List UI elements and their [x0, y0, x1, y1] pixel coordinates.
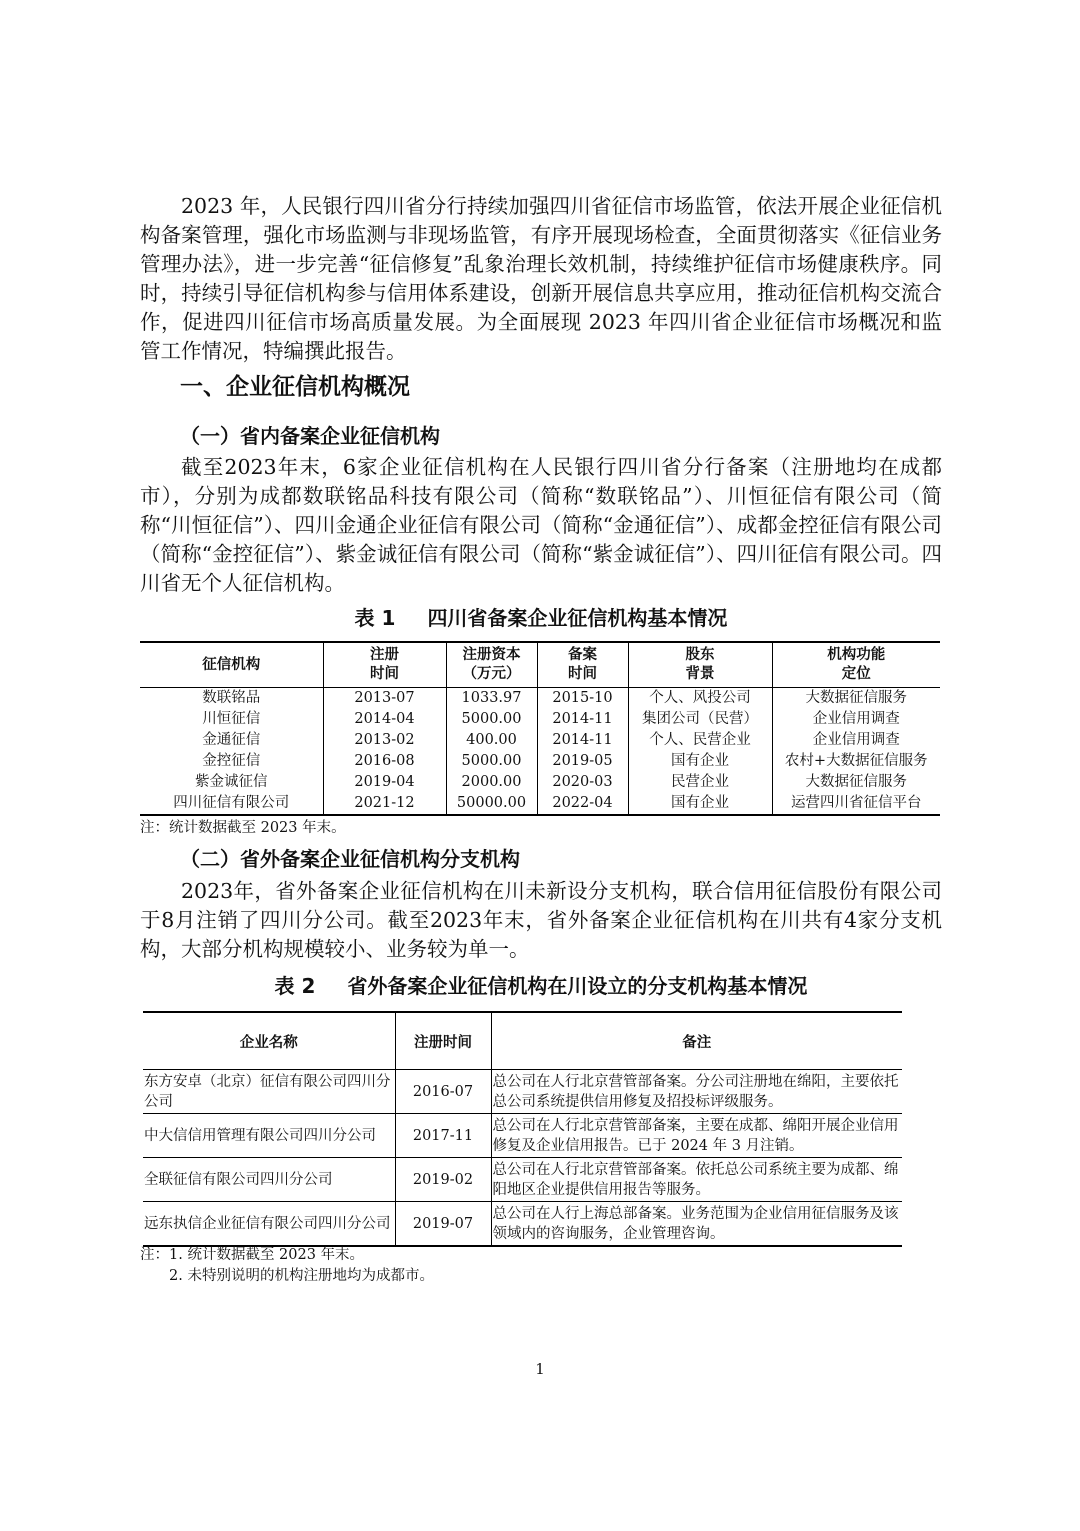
subsection-heading-2: （二）省外备案企业征信机构分支机构: [180, 847, 520, 871]
table2-header-cell: 注册时间: [395, 1012, 491, 1070]
table-cell: 大数据征信服务: [772, 772, 940, 793]
table-cell: 2019-07: [395, 1202, 491, 1247]
table-cell: 2014-04: [323, 709, 446, 730]
table2-header-cell: 企业名称: [143, 1012, 395, 1070]
table2-header-row: [143, 1012, 902, 1070]
table-cell: 5000.00: [446, 751, 537, 772]
subsection-heading-1: （一）省内备案企业征信机构: [180, 424, 440, 448]
table-row: [140, 772, 940, 793]
table1-header-cell: 注册资本 （万元）: [446, 642, 537, 688]
table-cell: 2019-04: [323, 772, 446, 793]
table-row: [140, 709, 940, 730]
table-cell: 总公司在人行北京营管部备案。依托总公司系统主要为成都、绵阳地区企业提供信用报告等服务。: [491, 1158, 902, 1202]
table-cell: 个人、风投公司: [628, 688, 772, 710]
table-cell: 2016-07: [395, 1070, 491, 1114]
table2-caption-title: 省外备案企业征信机构在川设立的分支机构基本情况: [347, 974, 808, 998]
table2-caption-number: 表 2: [274, 974, 316, 998]
table-cell: 国有企业: [628, 793, 772, 815]
table-cell: 5000.00: [446, 709, 537, 730]
table-cell: 总公司在人行上海总部备案。业务范围为企业信用征信服务及该领域内的咨询服务，企业管理咨询。: [491, 1202, 902, 1247]
table1-header-row: [140, 642, 940, 688]
table-cell: 2019-05: [537, 751, 628, 772]
table-row: [140, 793, 940, 815]
table-row: [140, 688, 940, 710]
table-cell: 2020-03: [537, 772, 628, 793]
table-cell: 农村+大数据征信服务: [772, 751, 940, 772]
table-cell: 2000.00: [446, 772, 537, 793]
table-row: [143, 1202, 902, 1247]
table-cell: 数联铭品: [202, 690, 261, 706]
table-cell: 2022-04: [537, 793, 628, 815]
table-cell: 企业信用调查: [772, 730, 940, 751]
table-cell: 2017-11: [395, 1114, 491, 1158]
table-row: [143, 1114, 902, 1158]
subsection-1-paragraph: 截至2023年末，6家企业征信机构在人民银行四川省分行备案（注册地均在成都市），分别为成都数联铭品科技有限公司（简称“数联铭品”）、川恒征信有限公司（简称“川恒征信”）、四川金通企业征信有限公司（简称“金通征信”）、成都金控征信有限公司（简称“金控征信”）、紫金诚征信有限公司（简称“紫金诚征信”）、四川征信有限公司。四川省无个人征信机构。: [140, 455, 942, 595]
table-cell: 中大信信用管理有限公司四川分公司: [143, 1114, 395, 1158]
page-number: 1: [535, 1360, 545, 1378]
table1-header-cell: 征信机构: [140, 642, 323, 688]
subsection-2-paragraph: 2023年，省外备案企业征信机构在川未新设分支机构，联合信用征信股份有限公司于8月注销了四川分公司。截至2023年末，省外备案企业征信机构在川共有4家分支机构，大部分机构规模较小、业务较为单一。: [140, 879, 942, 961]
table1-caption-number: 表 1: [354, 606, 396, 630]
table-row: [143, 1158, 902, 1202]
table-cell: 金通征信: [202, 732, 261, 748]
table-cell: 50000.00: [446, 793, 537, 815]
table-cell: 紫金诚征信: [195, 774, 268, 790]
table-row: [143, 1070, 902, 1114]
table-cell: 金控征信: [202, 753, 261, 769]
table2-caption: [140, 972, 942, 1000]
table-cell: 全联征信有限公司四川分公司: [143, 1158, 395, 1202]
table2-branch-agencies: [143, 1011, 902, 1247]
intro-paragraph: 2023 年，人民银行四川省分行持续加强四川省征信市场监管，依法开展企业征信机构备案管理，强化市场监测与非现场监管，有序开展现场检查，全面贯彻落实《征信业务管理办法》，进一步完善“征信修复”乱象治理长效机制，持续维护征信市场健康秩序。同时，持续引导征信机构参与信用体系建设，创新开展信息共享应用，推动征信机构交流合作，促进四川征信市场高质量发展。为全面展现 2023 年四川省企业征信市场概况和监管工作情况，特编撰此报告。: [140, 194, 942, 363]
table-row: [140, 751, 940, 772]
table-cell: 民营企业: [628, 772, 772, 793]
section-heading-1: 一、企业征信机构概况: [180, 374, 410, 400]
table-cell: 集团公司（民营）: [628, 709, 772, 730]
table-cell: 2015-10: [537, 688, 628, 710]
table-cell: 四川征信有限公司: [173, 795, 290, 811]
table1-caption-title: 四川省备案企业征信机构基本情况: [427, 606, 728, 630]
table2-note-2: 2. 未特别说明的机构注册地均为成都市。: [169, 1268, 434, 1284]
table-cell: 400.00: [446, 730, 537, 751]
table-cell: 东方安卓（北京）征信有限公司四川分公司: [143, 1070, 395, 1114]
table-cell: 1033.97: [446, 688, 537, 710]
table-cell: 大数据征信服务: [772, 688, 940, 710]
table1-header-cell: 注册 时间: [323, 642, 446, 688]
table1-header-cell: 机构功能 定位: [772, 642, 940, 688]
table-cell: 总公司在人行北京营管部备案。分公司注册地在绵阳，主要依托总公司系统提供信用修复及招投标评级服务。: [491, 1070, 902, 1114]
table-row: [140, 730, 940, 751]
table1-domestic-agencies: [140, 641, 940, 816]
table-cell: 远东执信企业征信有限公司四川分公司: [144, 1215, 391, 1232]
table1-note: 注：统计数据截至 2023 年末。: [140, 820, 346, 836]
table-cell: 2014-11: [537, 709, 628, 730]
table-cell: 2019-02: [395, 1158, 491, 1202]
table-cell: 2016-08: [323, 751, 446, 772]
table-cell: 个人、民营企业: [628, 730, 772, 751]
table2-header-cell: 备注: [491, 1012, 902, 1070]
table1-caption: [140, 604, 942, 632]
table1-header-cell: 股东 背景: [628, 642, 772, 688]
table2-note-1: 注：1. 统计数据截至 2023 年末。: [140, 1247, 365, 1263]
table-cell: 2014-11: [537, 730, 628, 751]
table-cell: 总公司在人行北京营管部备案，主要在成都、绵阳开展企业信用修复及企业信用报告。已于 2024 年 3 月注销。: [491, 1114, 902, 1158]
table-cell: 川恒征信: [202, 711, 261, 727]
table-cell: 国有企业: [628, 751, 772, 772]
table-cell: 2013-07: [323, 688, 446, 710]
table1-header-cell: 备案 时间: [537, 642, 628, 688]
table-cell: 2013-02: [323, 730, 446, 751]
table-cell: 运营四川省征信平台: [772, 793, 940, 815]
table-cell: 企业信用调查: [772, 709, 940, 730]
table-cell: 2021-12: [323, 793, 446, 815]
